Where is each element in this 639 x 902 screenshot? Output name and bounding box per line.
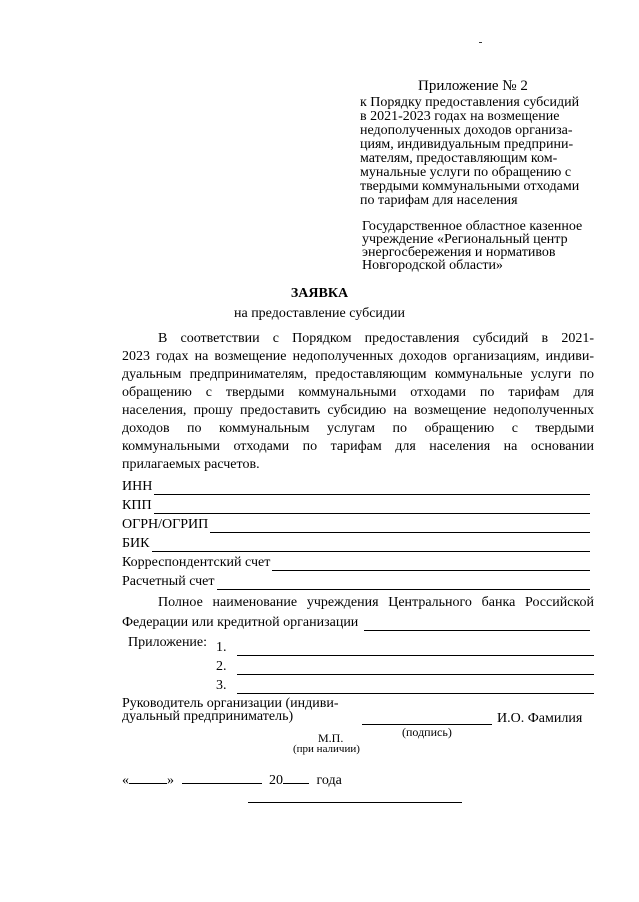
paragraph-line: В соответствии с Порядком предоставления субсидий в 2021-: [158, 331, 594, 346]
appendix-line: по тарифам для населения: [360, 193, 518, 208]
appendix-line: твердыми коммунальными отходами: [360, 179, 580, 194]
appendix-line: недополученных доходов организа-: [360, 123, 573, 138]
head-line: дуальный предприниматель): [122, 709, 294, 724]
account-field[interactable]: [122, 571, 590, 590]
appendix-line: в 2021-2023 годах на возмещение: [360, 109, 560, 124]
bank-line2-text: Федерации или кредитной организации: [122, 615, 359, 630]
attachment-blank[interactable]: [237, 680, 595, 694]
recipient-line: энергосбережения и нормативов: [362, 245, 556, 260]
bik-field[interactable]: [122, 533, 590, 552]
inn-blank[interactable]: [154, 481, 590, 495]
paragraph-line: коммунальными отходами по тарифам для населения на основании: [122, 439, 594, 454]
inn-field[interactable]: [122, 476, 590, 495]
bik-label: БИК: [122, 536, 150, 551]
year-prefix: 20: [269, 773, 283, 788]
bank-name-line1: [122, 593, 594, 612]
attachment-blank[interactable]: [237, 642, 595, 656]
paragraph-line: дуальным предпринимателям, предоставляющим коммунальные услуги по: [122, 367, 594, 382]
stamp-note: (при наличии): [293, 743, 360, 755]
appendix-line: циям, индивидуальным предприни-: [360, 137, 574, 152]
month-blank[interactable]: [182, 770, 262, 784]
name-placeholder: И.О. Фамилия: [497, 711, 583, 726]
attachment-item[interactable]: [216, 675, 594, 694]
date-line[interactable]: [122, 770, 342, 789]
attachment-label: Приложение:: [128, 635, 208, 650]
recipient-line: учреждение «Региональный центр: [362, 232, 568, 247]
recipient-block: [362, 220, 582, 272]
recipient-line: Государственное областное казенное: [362, 219, 583, 234]
appendix-title: Приложение № 2: [418, 78, 528, 94]
stamp-label: М.П.: [318, 731, 344, 745]
date-close-quote: »: [167, 773, 174, 788]
kpp-label: КПП: [122, 498, 152, 513]
account-blank[interactable]: [217, 576, 590, 590]
bank-line-text: Полное наименование учреждения Центрального банка Российской: [158, 595, 594, 610]
corr-account-label: Корреспондентский счет: [122, 555, 271, 570]
account-label: Расчетный счет: [122, 574, 215, 589]
form-title: ЗАЯВКА: [290, 286, 349, 301]
year-blank[interactable]: [283, 770, 309, 784]
paragraph-line: населения, прошу предоставить субсидию на возмещение недополученных: [122, 403, 594, 418]
head-line: Руководитель организации (индиви-: [122, 696, 339, 711]
scan-mark: [479, 42, 482, 43]
attachment-number: 1.: [216, 640, 227, 655]
kpp-blank[interactable]: [154, 500, 590, 514]
bottom-rule: [248, 802, 462, 803]
ogrn-field[interactable]: [122, 514, 590, 533]
attachment-number: 2.: [216, 659, 227, 674]
bik-blank[interactable]: [152, 538, 591, 552]
paragraph-line: прилагаемых расчетов.: [122, 457, 260, 472]
attachment-number: 3.: [216, 678, 227, 693]
bank-name-blank[interactable]: [364, 617, 590, 631]
recipient-line: Новгородской области»: [362, 258, 503, 273]
corr-account-blank[interactable]: [272, 557, 590, 571]
attachment-item[interactable]: [216, 656, 594, 675]
bank-name-field[interactable]: [122, 612, 590, 631]
attachment-blank[interactable]: [237, 661, 595, 675]
request-paragraph: [122, 330, 594, 474]
appendix-line: мунальные услуги по обращению с: [360, 165, 572, 180]
ogrn-blank[interactable]: [210, 519, 590, 533]
form-subtitle: на предоставление субсидии: [233, 306, 406, 321]
attachment-item[interactable]: [216, 637, 594, 656]
paragraph-line: 2023 годах на возмещение недополученных доходов организациям, индиви-: [122, 349, 594, 364]
inn-label: ИНН: [122, 479, 153, 494]
signature-caption: (подпись): [402, 725, 452, 739]
day-blank[interactable]: [129, 770, 167, 784]
year-suffix: года: [316, 773, 342, 788]
appendix-reference: [360, 96, 579, 208]
head-title: [122, 697, 339, 723]
kpp-field[interactable]: [122, 495, 590, 514]
appendix-line: мателям, предоставляющим ком-: [360, 151, 558, 166]
paragraph-line: обращению с твердыми коммунальными отходами по тарифам для: [122, 385, 594, 400]
corr-account-field[interactable]: [122, 552, 590, 571]
date-open-quote: «: [122, 773, 129, 788]
paragraph-line: доходов по коммунальным услугам по обращению с твердыми: [122, 421, 594, 436]
appendix-line: к Порядку предоставления субсидий: [360, 95, 580, 110]
ogrn-label: ОГРН/ОГРИП: [122, 517, 209, 532]
